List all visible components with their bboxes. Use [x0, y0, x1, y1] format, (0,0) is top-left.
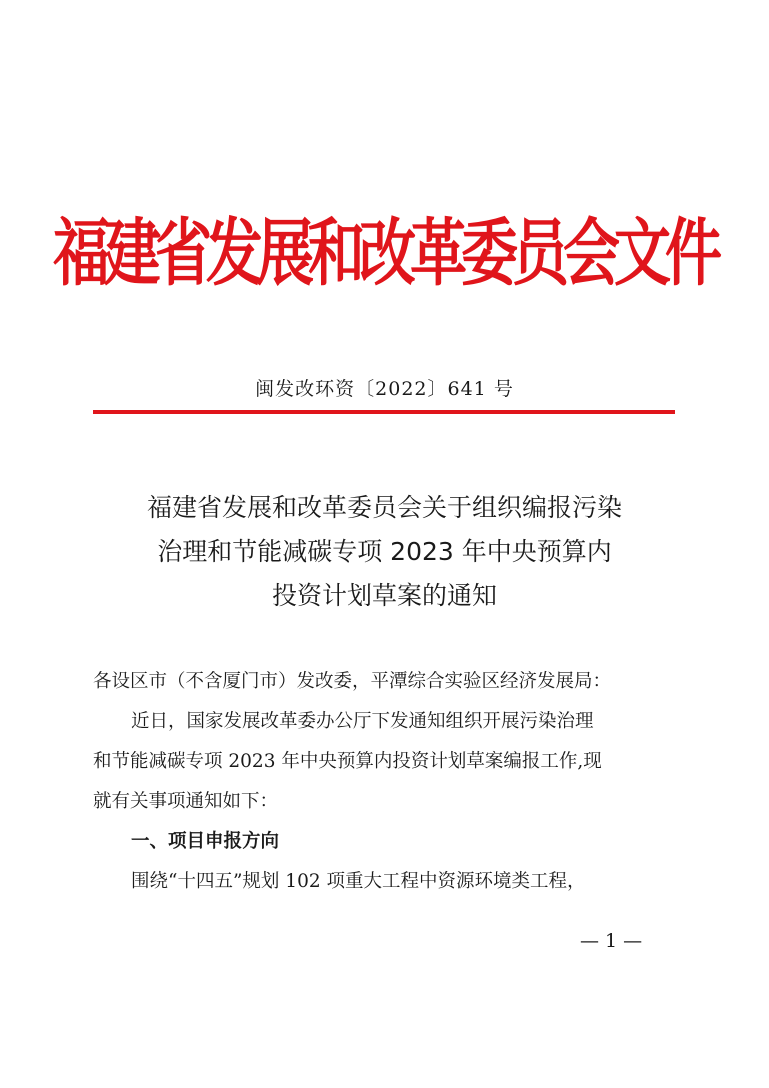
section-heading: 一、项目申报方向 — [131, 831, 280, 852]
notice-title — [0, 486, 769, 618]
masthead-title: 福建省发展和改革委员会文件 — [53, 211, 716, 296]
title-line: 投资计划草案的通知 — [271, 581, 497, 610]
paragraph-line: 就有关事项通知如下： — [93, 791, 279, 812]
paragraph-line: 和节能减碳专项 2023 年中央预算内投资计划草案编报工作,现 — [93, 751, 602, 772]
addressee: 各设区市（不含厦门市）发改委，平潭综合实验区经济发展局： — [93, 671, 612, 692]
paragraph-line: 近日，国家发展改革委办公厅下发通知组织开展污染治理 — [131, 711, 594, 732]
page-number: — 1 — — [580, 930, 643, 952]
title-line: 福建省发展和改革委员会关于组织编报污染 — [146, 493, 622, 522]
section-text: 围绕“十四五”规划 102 项重大工程中资源环境类工程， — [131, 871, 586, 892]
red-divider-line — [93, 410, 675, 414]
body-text — [93, 662, 683, 902]
document-number: 闽发改环资〔2022〕641 号 — [255, 378, 514, 400]
title-line: 治理和节能减碳专项 2023 年中央预算内 — [157, 537, 612, 566]
